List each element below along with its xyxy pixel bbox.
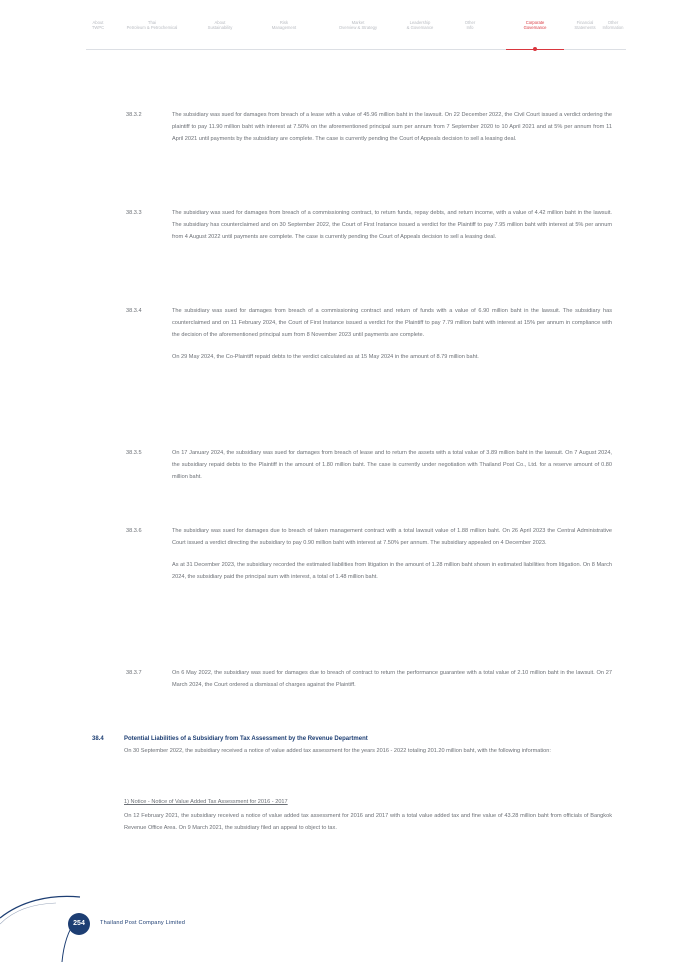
- subsection-number: 38.3.2: [126, 112, 142, 118]
- footer-company-name: Thailand Post Company Limited: [100, 920, 186, 926]
- subsection-number: 38.3.3: [126, 210, 142, 216]
- paragraph: The subsidiary was sued for damages from breach of a commissioning contract and return of funds with a value of 6.90 million baht in the lawsuit. The subsidiary has counterclaimed and on 11 February 2024, the Court of First Instance issued a verdict for the Plaintiff to pay 7.79 million baht with interest at 15% per annum in compliance with the decision of the aforementioned principal sum from 8 November 2023 until payments are complete.: [172, 308, 612, 338]
- section-title: Potential Liabilities of a Subsidiary from Tax Assessment by the Revenue Department: [124, 736, 368, 742]
- paragraph: On 12 February 2021, the subsidiary received a notice of value added tax assessment for 2016 and 2017 with a total value added tax and fine value of 43.28 million baht from officials of Bangkok Revenue Office Area. On 9 March 2021, the subsidiary filed an appeal to object to tax.: [124, 813, 612, 831]
- subsection-38-3-6: [126, 526, 612, 584]
- nav-item-governance[interactable]: Corporate Governance: [523, 20, 547, 31]
- nav-item-financial[interactable]: Financial Statements: [574, 20, 596, 31]
- subsection-number: 38.3.4: [126, 308, 142, 314]
- section-heading: [92, 734, 612, 745]
- paragraph: On 29 May 2024, the Co-Plaintiff repaid debts to the verdict calculated as at 15 May 2024 in the amount of 8.79 million baht.: [172, 353, 479, 360]
- nav-item-sustainability[interactable]: About Sustainability: [207, 20, 233, 31]
- paragraph: On 6 May 2022, the subsidiary was sued for damages due to breach of contract to return the performance guarantee with a total value of 2.10 million baht in the lawsuit. On 27 March 2024, the Court ordered a dismissal of charges against the Plaintiff.: [172, 670, 612, 688]
- nav-item-leadership[interactable]: Leadership & Governance: [406, 20, 434, 31]
- nav-item-petroleum[interactable]: Thai Petroleum & Petrochemical: [126, 20, 178, 31]
- paragraph: The subsidiary was sued for damages from breach of a lease with a value of 45.96 million baht in the lawsuit. On 22 December 2022, the Civil Court issued a verdict ordering the plaintiff to pay 11.90 million baht with interest at 7.50% on the aforementioned principal sum per annum from 7 September 2020 to 10 April 2021 and at 5% per annum from 11 April 2021 until payments by the subsidiary are complete. The case is currently pending the Court of Appeals decision to sell a leasing deal.: [172, 112, 612, 142]
- paragraph: The subsidiary was sued for damages due to breach of taken management contract with a total lawsuit value of 1.88 million baht. On 26 April 2023 the Central Administrative Court issued a verdict directing the subsidiary to pay 0.90 million baht with interest at 7.50% per annum. The subsidiary appealed on 4 December 2023.: [172, 528, 612, 546]
- section-number: 38.4: [92, 736, 104, 742]
- paragraph: As at 31 December 2023, the subsidiary recorded the estimated liabilities from litigation in the amount of 1.28 million baht shown in estimated liabilities from litigation. On 8 March 2024, the subsidiary paid the principal sum with interest, a total of 1.48 million baht.: [172, 561, 612, 580]
- page-number-badge: [68, 913, 90, 935]
- subsection-38-3-2: [126, 110, 612, 146]
- section-subheading: [124, 797, 612, 809]
- nav-item-risk[interactable]: Risk Management: [271, 20, 297, 31]
- paragraph: On 30 September 2022, the subsidiary received a notice of value added tax assessment for the years 2016 - 2022 totaling 201.20 million baht, with the following information:: [124, 748, 551, 754]
- nav-active-dot: [533, 47, 537, 51]
- nav-item-about[interactable]: About TWPC: [91, 20, 105, 31]
- sub-heading: 1) Notice - Notice of Value Added Tax Assessment for 2016 - 2017: [124, 799, 288, 805]
- page-number: 254: [73, 920, 85, 927]
- subsection-number: 38.3.6: [126, 528, 142, 534]
- nav-item-other-information[interactable]: Other Information: [602, 20, 624, 31]
- header-nav: [86, 20, 626, 56]
- nav-item-other-info[interactable]: Other Info: [464, 20, 476, 31]
- paragraph: The subsidiary was sued for damages from breach of a commissioning contract, to return funds, repay debts, and return income, with a value of 4.42 million baht in the lawsuit. The subsidiary has counterclaimed and on 30 September 2022, the Court of First Instance issued a verdict for the Plaintiff to pay 7.95 million baht with interest at 5% per annum from 4 August 2022 until payments are complete. The case is currently pending the Court of Appeals decision to sell a leasing deal.: [172, 210, 612, 240]
- section-intro: [124, 746, 612, 758]
- section-body: [124, 811, 612, 834]
- subsection-38-3-4: [126, 306, 612, 364]
- subsection-38-3-3: [126, 208, 612, 244]
- nav-item-market[interactable]: Market Overview & Strategy: [338, 20, 378, 31]
- subsection-number: 38.3.7: [126, 670, 142, 676]
- paragraph: On 17 January 2024, the subsidiary was sued for damages from breach of lease and to return the assets with a total value of 3.89 million baht in the lawsuit. On 7 August 2024, the subsidiary repaid debts to the Plaintiff in the amount of 1.80 million baht. The case is currently under negotiation with Thailand Post Co., Ltd. for a reserve amount of 0.80 million baht.: [172, 450, 612, 480]
- subsection-38-3-7: [126, 668, 612, 692]
- subsection-number: 38.3.5: [126, 450, 142, 456]
- subsection-38-3-5: [126, 448, 612, 484]
